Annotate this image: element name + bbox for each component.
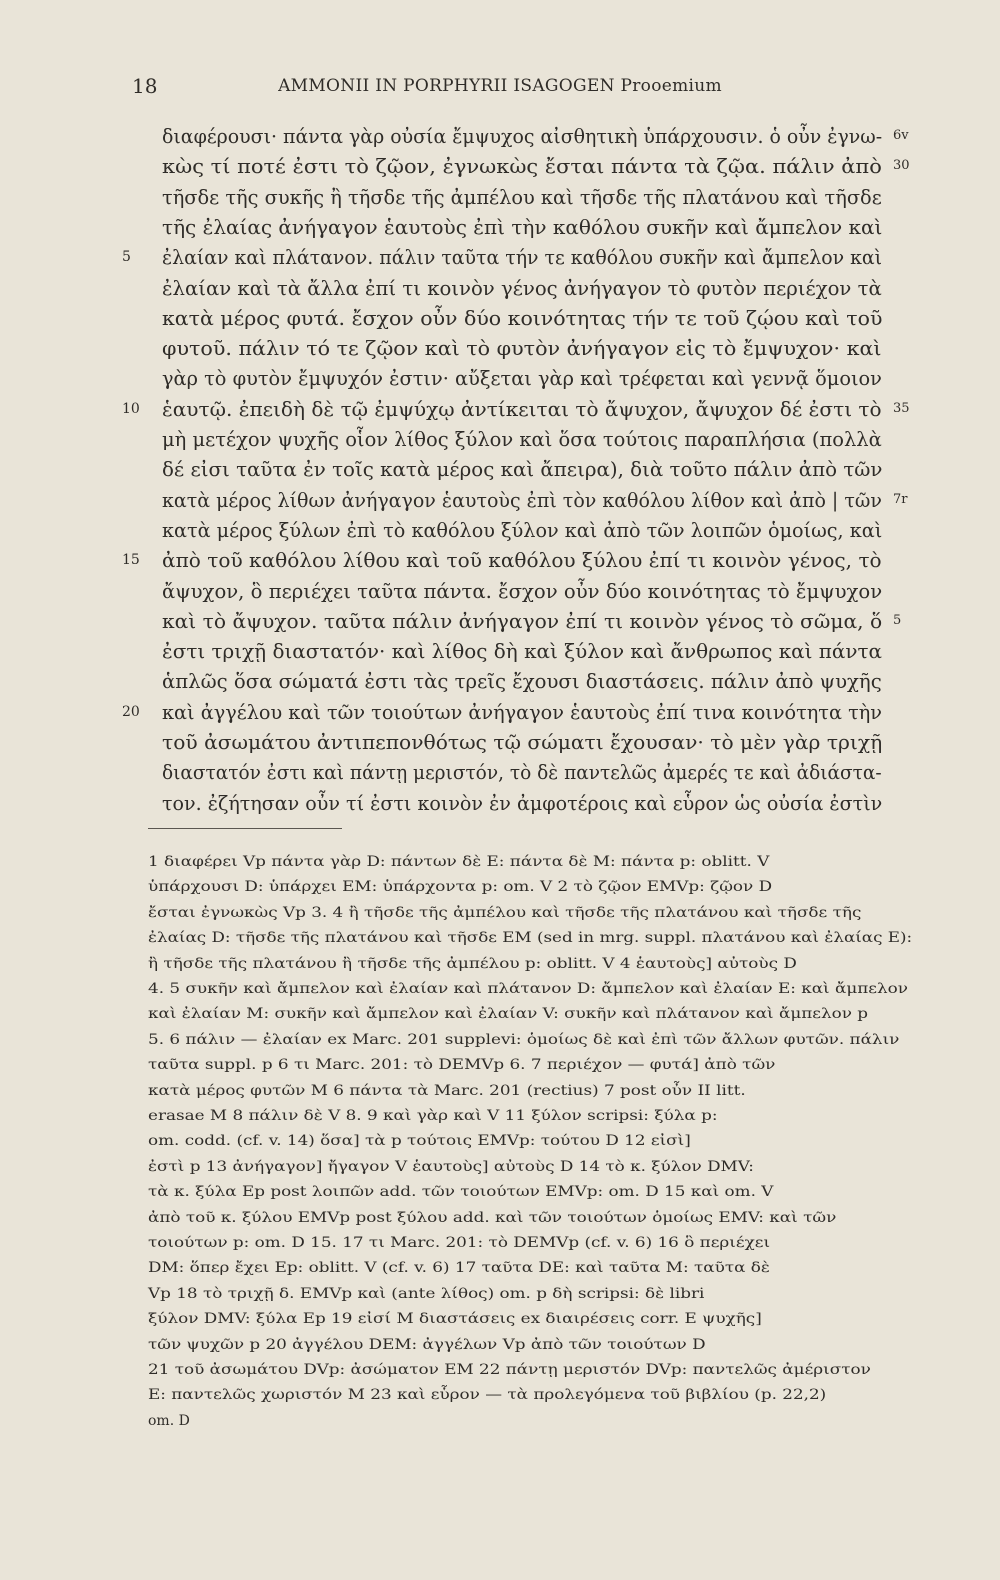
- apparatus-line: 5. 6 πάλιν — ἐλαίαν ex Marc. 201 supplevi: ὁμοίως δὲ καὶ ἐπὶ τῶν ἄλλων φυτῶν. πάλιν: [148, 1031, 900, 1048]
- text-line: ἀπὸ τοῦ καθόλου λίθου καὶ τοῦ καθόλου ξύλου ἐπί τι κοινὸν γένος, τὸ: [162, 548, 882, 573]
- text-line: δέ εἰσι ταῦτα ἐν τοῖς κατὰ μέρος καὶ ἄπειρα), διὰ τοῦτο πάλιν ἀπὸ τῶν: [162, 457, 883, 482]
- text-line: φυτοῦ. πάλιν τό τε ζῷον καὶ τὸ φυτὸν ἀνήγαγον εἰς τὸ ἔμψυχον· καὶ: [162, 336, 882, 361]
- text-line: μὴ μετέχον ψυχῆς οἷον λίθος ξύλον καὶ ὅσα τούτοις παραπλήσια (πολλὰ: [162, 427, 882, 451]
- text-line: τῆς ἐλαίας ἀνήγαγον ἑαυτοὺς ἐπὶ τὴν καθόλου συκῆν καὶ ἄμπελον καὶ: [162, 214, 883, 239]
- text-line: κατὰ μέρος ξύλων ἐπὶ τὸ καθόλου ξύλον καὶ ἀπὸ τῶν λοιπῶν ὁμοίως, καὶ: [162, 517, 883, 542]
- apparatus-line: ξύλον DMV: ξύλα Ep 19 εἰσί M διαστάσεις ex διαιρέσεις corr. E ψυχῆς]: [148, 1311, 762, 1328]
- text-line: ἑαυτῷ. ἐπειδὴ δὲ τῷ ἐμψύχῳ ἀντίκειται τὸ ἄψυχον, ἄψυχον δέ ἐστι τὸ: [162, 396, 882, 421]
- text-line: κατὰ μέρος φυτά. ἔσχον οὖν δύο κοινότητας τήν τε τοῦ ζῴου καὶ τοῦ: [162, 305, 883, 330]
- text-line: καὶ ἀγγέλου καὶ τῶν τοιούτων ἀνήγαγον ἑαυτοὺς ἐπί τινα κοινότητα τὴν: [162, 699, 882, 724]
- line-number: 15: [122, 552, 140, 569]
- apparatus-line: ἀπὸ τοῦ κ. ξύλου EMVp post ξύλου add. καὶ τῶν τοιούτων ὁμοίως EMV: καὶ τῶν: [148, 1209, 837, 1226]
- text-line: διαστατόν ἐστι καὶ πάντῃ μεριστόν, τὸ δὲ παντελῶς ἀμερές τε καὶ ἀδιάστα-: [162, 760, 882, 785]
- margin-reference: 30: [893, 158, 910, 174]
- apparatus-line: Vp 18 τὸ τριχῇ δ. EMVp καὶ (ante λίθος) om. p δὴ scripsi: δὲ libri: [148, 1285, 705, 1302]
- line-number: 10: [122, 400, 140, 417]
- text-line: γὰρ τὸ φυτὸν ἔμψυχόν ἐστιν· αὔξεται γὰρ καὶ τρέφεται καὶ γεννᾷ ὅμοιον: [162, 366, 882, 391]
- apparatus-line: τοιούτων p: om. D 15. 17 τι Marc. 201: τὸ DEMVp (cf. v. 6) 16 ὃ περιέχει: [148, 1235, 771, 1251]
- text-line: κὼς τί ποτέ ἐστι τὸ ζῷον, ἐγνωκὼς ἔσται πάντα τὰ ζῷα. πάλιν ἀπὸ: [162, 154, 882, 179]
- margin-reference: 35: [893, 400, 910, 416]
- text-line: τοῦ ἀσωμάτου ἀντιπεπονθότως τῷ σώματι ἔχουσαν· τὸ μὲν γὰρ τριχῇ: [162, 730, 883, 754]
- apparatus-line: E: παντελῶς χωριστόν M 23 καὶ εὗρον — τὰ προλεγόμενα τοῦ βιβλίου (p. 22,2): [148, 1387, 827, 1404]
- apparatus-line: τῶν ψυχῶν p 20 ἀγγέλου DEM: ἀγγέλων Vp ἀπὸ τῶν τοιούτων D: [148, 1336, 706, 1353]
- margin-reference: 5: [893, 612, 902, 628]
- page-number: 18: [132, 74, 158, 98]
- text-line: ἐλαίαν καὶ τὰ ἄλλα ἐπί τι κοινὸν γένος ἀνήγαγον τὸ φυτὸν περιέχον τὰ: [162, 275, 882, 300]
- apparatus-line: 4. 5 συκῆν καὶ ἄμπελον καὶ ἐλαίαν καὶ πλάτανον D: ἄμπελον καὶ ἐλαίαν E: καὶ ἄμπελον: [148, 981, 908, 997]
- footnote-rule: [148, 828, 342, 829]
- text-line: ἐστι τριχῇ διαστατόν· καὶ λίθος δὴ καὶ ξύλον καὶ ἄνθρωπος καὶ πάντα: [162, 639, 883, 664]
- text-line: ἁπλῶς ὅσα σώματά ἐστι τὰς τρεῖς ἔχουσι διαστάσεις. πάλιν ἀπὸ ψυχῆς: [162, 669, 882, 694]
- apparatus-line: 1 διαφέρει Vp πάντα γὰρ D: πάντων δὲ E: πάντα δὲ M: πάντα p: oblitt. V: [148, 854, 770, 870]
- running-head: AMMONII IN PORPHYRII ISAGOGEN Prooemium: [278, 76, 722, 96]
- apparatus-line: ἔσται ἐγνωκὼς Vp 3. 4 ἢ τῆσδε τῆς ἀμπέλου καὶ τῆσδε τῆς πλατάνου καὶ τῆσδε τῆς: [148, 904, 862, 921]
- apparatus-line: ἐλαίας D: τῆσδε τῆς πλατάνου καὶ τῆσδε EM (sed in mrg. suppl. πλατάνου καὶ ἐλαίας E):: [148, 930, 913, 947]
- apparatus-line: κατὰ μέρος φυτῶν M 6 πάντα τὰ Marc. 201 (rectius) 7 post οὖν II litt.: [148, 1082, 746, 1099]
- apparatus-line: ὑπάρχουσι D: ὑπάρχει EM: ὑπάρχοντα p: om. V 2 τὸ ζῷον EMVp: ζῷον D: [148, 879, 773, 896]
- text-line: κατὰ μέρος λίθων ἀνήγαγον ἑαυτοὺς ἐπὶ τὸν καθόλου λίθον καὶ ἀπὸ | τῶν: [162, 487, 882, 512]
- apparatus-line: erasae M 8 πάλιν δὲ V 8. 9 καὶ γὰρ καὶ V 11 ξύλον scripsi: ξύλα p:: [148, 1108, 718, 1124]
- line-number: 20: [122, 703, 140, 720]
- text-line: τον. ἐζήτησαν οὖν τί ἐστι κοινὸν ἐν ἀμφοτέροις καὶ εὗρον ὡς οὐσία ἐστὶν: [162, 790, 883, 815]
- page-header: [0, 74, 1000, 106]
- apparatus-line: καὶ ἐλαίαν M: συκῆν καὶ ἄμπελον καὶ ἐλαίαν V: συκῆν καὶ πλάτανον καὶ ἄμπελον p: [148, 1006, 869, 1023]
- apparatus-line: τὰ κ. ξύλα Ep post λοιπῶν add. τῶν τοιούτων EMVp: om. D 15 καὶ om. V: [148, 1184, 774, 1201]
- text-line: τῆσδε τῆς συκῆς ἢ τῆσδε τῆς ἀμπέλου καὶ τῆσδε τῆς πλατάνου καὶ τῆσδε: [162, 184, 882, 209]
- line-number: 5: [122, 249, 131, 266]
- text-line: ἐλαίαν καὶ πλάτανον. πάλιν ταῦτα τήν τε καθόλου συκῆν καὶ ἄμπελον καὶ: [162, 245, 883, 270]
- margin-reference: 7r: [893, 491, 908, 507]
- text-line: καὶ τὸ ἄψυχον. ταῦτα πάλιν ἀνήγαγον ἐπί τι κοινὸν γένος τὸ σῶμα, ὅ: [162, 608, 883, 633]
- apparatus-line: ἐστὶ p 13 ἀνήγαγον] ἤγαγον V ἑαυτοὺς] αὐτοὺς D 14 τὸ κ. ξύλον DMV:: [148, 1158, 754, 1175]
- apparatus-line: DM: ὅπερ ἔχει Ep: oblitt. V (cf. v. 6) 17 ταῦτα DE: καὶ ταῦτα M: ταῦτα δὲ: [148, 1260, 770, 1277]
- text-line: διαφέρουσι· πάντα γὰρ οὐσία ἔμψυχος αἰσθητικὴ ὑπάρχουσιν. ὁ οὖν ἐγνω-: [162, 124, 883, 148]
- apparatus-line: 21 τοῦ ἀσωμάτου DVp: ἀσώματον EM 22 πάντῃ μεριστόν DVp: παντελῶς ἀμέριστον: [148, 1362, 871, 1378]
- apparatus-line: ἢ τῆσδε τῆς πλατάνου ἢ τῆσδε τῆς ἀμπέλου p: oblitt. V 4 ἑαυτοὺς] αὐτοὺς D: [148, 955, 797, 972]
- apparatus-line: om. codd. (cf. v. 14) ὅσα] τὰ p τούτοις EMVp: τούτου D 12 εἰσὶ]: [148, 1133, 691, 1150]
- margin-reference: 6v: [893, 128, 909, 143]
- apparatus-line: om. D: [148, 1412, 190, 1429]
- text-line: ἄψυχον, ὃ περιέχει ταῦτα πάντα. ἔσχον οὖν δύο κοινότητας τὸ ἔμψυχον: [162, 578, 883, 603]
- apparatus-line: ταῦτα suppl. p 6 τι Marc. 201: τὸ DEMVp 6. 7 περιέχον — φυτά] ἀπὸ τῶν: [148, 1057, 776, 1074]
